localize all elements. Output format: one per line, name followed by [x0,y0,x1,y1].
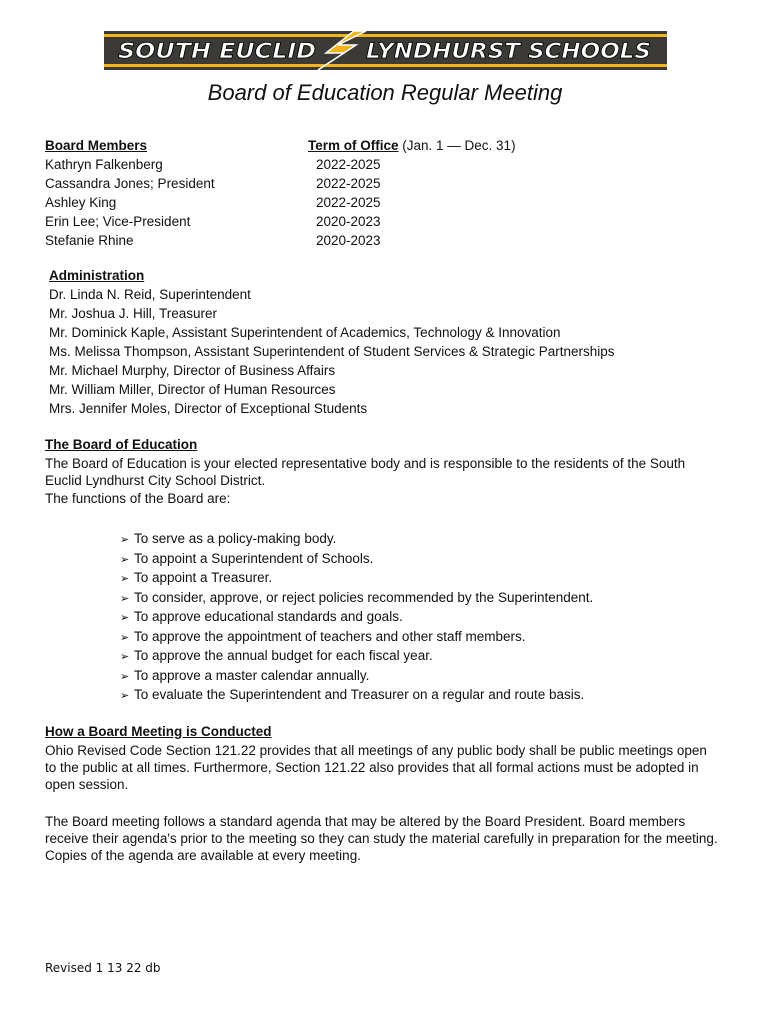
function-text: To approve a master calendar annually. [134,667,370,683]
term-header: Term of Office [308,138,399,153]
functions-intro: The functions of the Board are: [45,491,231,506]
paragraph-line: Copies of the agenda are available at every meeting. [45,848,361,863]
function-text: To appoint a Superintendent of Schools. [134,550,374,566]
meeting-paragraph-1 [45,742,727,793]
term-value: 2020-2023 [316,233,381,248]
board-member-name: Kathryn Falkenberg [45,157,163,172]
arrow-check-icon: ➢ [120,591,130,605]
arrow-check-icon: ➢ [120,552,130,566]
list-item [120,666,593,686]
page-title: Board of Education Regular Meeting [207,80,563,105]
board-intro-line: Euclid Lyndhurst City School District. [45,473,266,488]
arrow-check-icon: ➢ [120,533,130,546]
function-text: To consider, approve, or reject policies recommended by the Superintendent. [134,589,594,605]
arrow-check-icon: ➢ [120,611,130,624]
function-text: To approve the annual budget for each fiscal year. [134,648,433,663]
district-logo [104,31,667,70]
list-item [120,568,593,588]
board-member-name: Stefanie Rhine [45,233,134,248]
board-members-header: Board Members [45,138,148,153]
paragraph-line: Ohio Revised Code Section 121.22 provides that all meetings of any public body shall be public meetings open [45,743,707,758]
paragraph-line: The Board meeting follows a standard agenda that may be altered by the Board President. Board members [45,814,686,829]
function-text: To evaluate the Superintendent and Treasurer on a regular and route basis. [134,687,585,702]
board-member-name: Erin Lee; Vice-President [45,214,191,229]
logo-text-left: SOUTH EUCLID [118,39,316,63]
list-item [120,627,593,647]
board-of-education-header: The Board of Education [45,437,198,452]
list-item [120,646,593,666]
list-item [120,588,593,608]
function-text: To approve educational standards and goals. [134,609,403,624]
meeting-paragraph-2 [45,813,727,864]
board-functions-list [120,529,593,705]
list-item [120,529,593,549]
admin-person: Mr. Joshua J. Hill, Treasurer [49,306,218,321]
administration-header: Administration [49,268,145,283]
board-member-name: Ashley King [45,195,117,210]
admin-person: Ms. Melissa Thompson, Assistant Superintendent of Student Services & Strategic Partnerships [49,344,615,359]
function-text: To appoint a Treasurer. [134,570,273,585]
function-text: To approve the appointment of teachers and other staff members. [134,628,526,644]
board-member-name: Cassandra Jones; President [45,176,215,191]
board-intro-line: The Board of Education is your elected representative body and is responsible to the residents of the South [45,456,686,471]
arrow-check-icon: ➢ [120,630,130,644]
term-value: 2022-2025 [316,176,381,191]
admin-person: Mr. Dominick Kaple, Assistant Superintendent of Academics, Technology & Innovation [49,325,561,340]
administration-section [49,266,615,418]
paragraph-line: to the public at all times. Furthermore, Section 121.22 also provides that all formal actions must be adopted in [45,760,699,775]
term-of-office-section [308,136,516,250]
paragraph-line: open session. [45,777,129,792]
admin-person: Mrs. Jennifer Moles, Director of Exceptional Students [49,401,368,416]
admin-person: Dr. Linda N. Reid, Superintendent [49,287,251,302]
board-intro-paragraph [45,455,727,507]
admin-person: Mr. William Miller, Director of Human Resources [49,382,336,397]
term-value: 2022-2025 [316,195,381,210]
term-value: 2022-2025 [316,157,381,172]
list-item [120,549,593,569]
paragraph-line: receive their agenda's prior to the meeting so they can study the material carefully in preparation for the meeting. [45,831,718,846]
term-header-row [308,136,516,155]
meeting-header: How a Board Meeting is Conducted [45,724,272,739]
arrow-check-icon: ➢ [120,572,130,585]
revision-footer: Revised 1 13 22 db [45,961,161,975]
admin-person: Mr. Michael Murphy, Director of Business Affairs [49,363,336,378]
function-text: To serve as a policy-making body. [134,531,337,546]
list-item [120,607,593,627]
term-range: (Jan. 1 — Dec. 31) [398,138,516,153]
logo-text-right: LYNDHURST SCHOOLS [366,39,651,63]
arrow-check-icon: ➢ [120,650,130,663]
list-item [120,685,593,705]
arrow-check-icon: ➢ [120,669,130,683]
term-value: 2020-2023 [316,214,381,229]
board-members-section [45,136,215,250]
arrow-check-icon: ➢ [120,689,130,702]
